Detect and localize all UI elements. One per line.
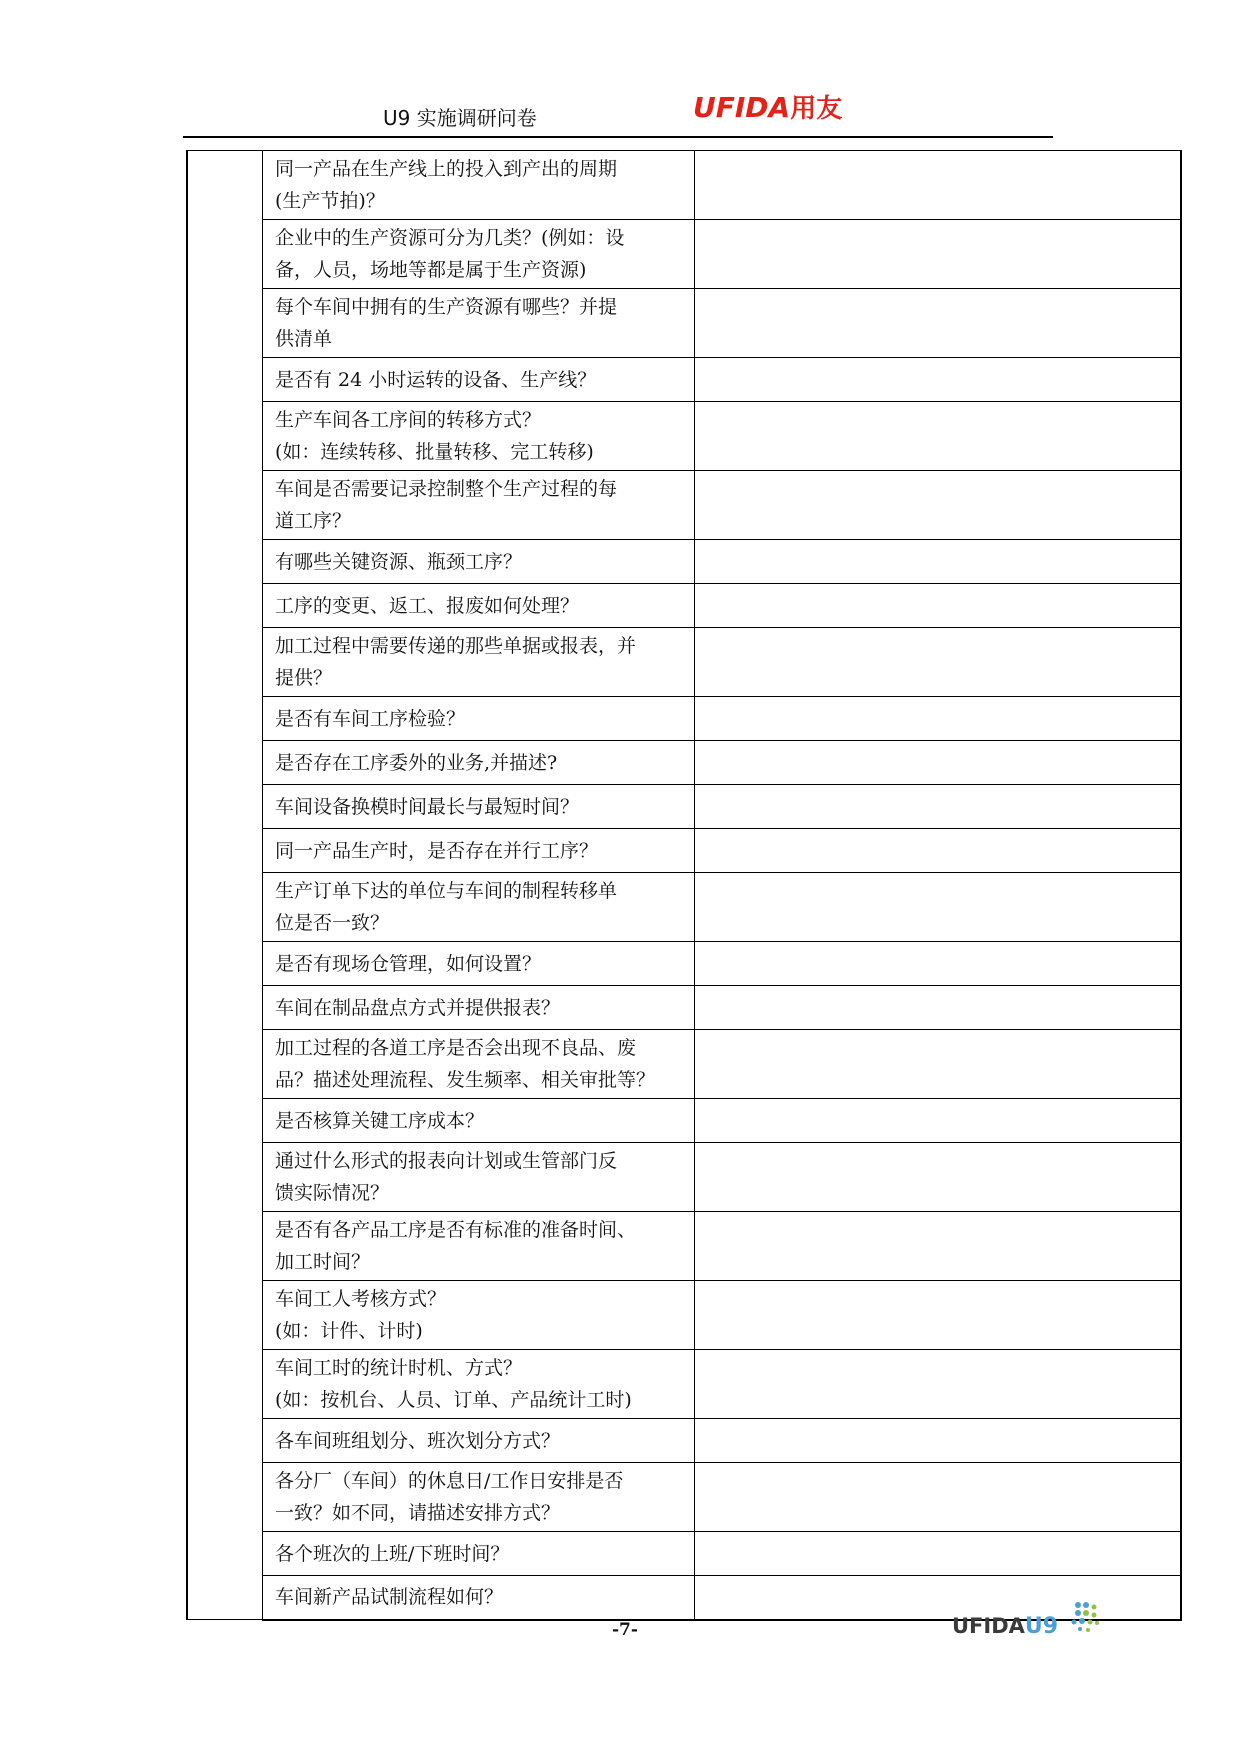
table-row bbox=[187, 402, 1181, 471]
table-row bbox=[187, 1350, 1181, 1419]
table-row bbox=[187, 1099, 1181, 1143]
question-cell bbox=[263, 741, 695, 785]
question-text: 各个班次的上班/下班时间？ bbox=[275, 1542, 510, 1565]
question-text: 加工过程中需要传递的那些单据或报表，并 bbox=[275, 635, 637, 657]
answer-cell[interactable] bbox=[695, 1143, 1182, 1212]
question-cell bbox=[263, 289, 695, 358]
table-row bbox=[187, 785, 1181, 829]
question-text: 是否有各产品工序是否有标准的准备时间、 bbox=[275, 1219, 637, 1241]
question-text: 车间设备换模时间最长与最短时间？ bbox=[275, 795, 580, 818]
answer-cell[interactable] bbox=[695, 471, 1182, 540]
answer-cell[interactable] bbox=[695, 358, 1182, 402]
table-row bbox=[187, 829, 1181, 873]
question-cell bbox=[263, 1350, 695, 1419]
question-text: 通过什么形式的报表向计划或生管部门反 bbox=[275, 1150, 618, 1172]
question-text: 是否有 24 小时运转的设备、生产线？ bbox=[275, 368, 597, 391]
question-text: 车间在制品盘点方式并提供报表？ bbox=[275, 996, 561, 1019]
answer-cell[interactable] bbox=[695, 741, 1182, 785]
table-row bbox=[187, 1463, 1181, 1532]
footer-logo-text bbox=[952, 1614, 1058, 1639]
answer-cell[interactable] bbox=[695, 942, 1182, 986]
table-row bbox=[187, 584, 1181, 628]
document-title: U9 实施调研问卷 bbox=[383, 106, 537, 130]
answer-cell[interactable] bbox=[695, 540, 1182, 584]
question-text: 是否存在工序委外的业务,并描述? bbox=[275, 751, 558, 774]
answer-cell[interactable] bbox=[695, 1281, 1182, 1350]
question-cell bbox=[263, 1281, 695, 1350]
table-row bbox=[187, 358, 1181, 402]
table-row bbox=[187, 1030, 1181, 1099]
answer-cell[interactable] bbox=[695, 1350, 1182, 1419]
question-text: 提供？ bbox=[275, 667, 333, 689]
question-text: 车间工人考核方式？ bbox=[275, 1288, 447, 1310]
question-text: 工序的变更、返工、报废如何处理？ bbox=[275, 594, 580, 617]
answer-cell[interactable] bbox=[695, 1463, 1182, 1532]
question-text: 各分厂（车间）的休息日/工作日安排是否 bbox=[275, 1470, 624, 1492]
question-text: 同一产品在生产线上的投入到产出的周期 bbox=[275, 158, 618, 180]
question-cell bbox=[263, 873, 695, 942]
question-cell bbox=[263, 697, 695, 741]
question-text: 企业中的生产资源可分为几类？(例如：设 bbox=[275, 227, 625, 249]
question-text: 同一产品生产时，是否存在并行工序？ bbox=[275, 839, 599, 862]
question-text: 加工过程的各道工序是否会出现不良品、废 bbox=[275, 1037, 637, 1059]
table-row bbox=[187, 220, 1181, 289]
answer-cell[interactable] bbox=[695, 697, 1182, 741]
question-text: 是否有车间工序检验？ bbox=[275, 707, 466, 730]
question-text: 是否有现场仓管理，如何设置？ bbox=[275, 952, 542, 975]
survey-table bbox=[186, 150, 1182, 1621]
category-cell bbox=[187, 151, 263, 1620]
table-row bbox=[187, 1143, 1181, 1212]
table-row bbox=[187, 1532, 1181, 1576]
question-cell bbox=[263, 402, 695, 471]
question-cell bbox=[263, 1576, 695, 1620]
question-text: 备，人员，场地等都是属于生产资源) bbox=[275, 259, 587, 281]
question-cell bbox=[263, 829, 695, 873]
question-cell bbox=[263, 942, 695, 986]
question-text: (如：按机台、人员、订单、产品统计工时) bbox=[275, 1389, 632, 1411]
table-row bbox=[187, 540, 1181, 584]
table-row bbox=[187, 942, 1181, 986]
table-row bbox=[187, 151, 1181, 220]
answer-cell[interactable] bbox=[695, 785, 1182, 829]
question-text: 生产车间各工序间的转移方式？ bbox=[275, 409, 542, 431]
answer-cell[interactable] bbox=[695, 986, 1182, 1030]
footer-logo-latin: UFIDA bbox=[952, 1614, 1025, 1638]
table-row bbox=[187, 741, 1181, 785]
dots-logo-icon bbox=[1070, 1600, 1102, 1634]
question-cell bbox=[263, 785, 695, 829]
question-text: 加工时间？ bbox=[275, 1251, 371, 1273]
question-text: 车间是否需要记录控制整个生产过程的每 bbox=[275, 478, 618, 500]
answer-cell[interactable] bbox=[695, 1532, 1182, 1576]
question-text: (如：计件、计时) bbox=[275, 1320, 423, 1342]
table-row bbox=[187, 471, 1181, 540]
question-cell bbox=[263, 220, 695, 289]
page-number: -7- bbox=[612, 1620, 638, 1640]
answer-cell[interactable] bbox=[695, 402, 1182, 471]
question-cell bbox=[263, 986, 695, 1030]
question-cell bbox=[263, 471, 695, 540]
answer-cell[interactable] bbox=[695, 1212, 1182, 1281]
question-cell bbox=[263, 1030, 695, 1099]
question-text: 是否核算关键工序成本？ bbox=[275, 1109, 485, 1132]
table-row bbox=[187, 1212, 1181, 1281]
answer-cell[interactable] bbox=[695, 151, 1182, 220]
question-cell bbox=[263, 1463, 695, 1532]
brand-logo-latin: UFIDA bbox=[693, 91, 791, 124]
question-text: 车间工时的统计时机、方式？ bbox=[275, 1357, 523, 1379]
footer-logo-product: U9 bbox=[1024, 1614, 1059, 1639]
table-row bbox=[187, 628, 1181, 697]
answer-cell[interactable] bbox=[695, 220, 1182, 289]
question-text: (如：连续转移、批量转移、完工转移) bbox=[275, 441, 594, 463]
question-text: 每个车间中拥有的生产资源有哪些？并提 bbox=[275, 296, 618, 318]
brand-logo-chinese: 用友 bbox=[790, 94, 843, 124]
answer-cell[interactable] bbox=[695, 584, 1182, 628]
survey-table-body bbox=[187, 151, 1181, 1620]
question-text: 品？描述处理流程、发生频率、相关审批等？ bbox=[275, 1069, 656, 1091]
question-cell bbox=[263, 1532, 695, 1576]
question-text: 车间新产品试制流程如何？ bbox=[275, 1586, 504, 1609]
table-row bbox=[187, 697, 1181, 741]
answer-cell[interactable] bbox=[695, 1419, 1182, 1463]
question-cell bbox=[263, 358, 695, 402]
answer-cell[interactable] bbox=[695, 628, 1182, 697]
question-text: 馈实际情况？ bbox=[275, 1182, 390, 1204]
question-text: (生产节拍)？ bbox=[275, 190, 385, 212]
table-row bbox=[187, 986, 1181, 1030]
answer-cell[interactable] bbox=[695, 1576, 1182, 1620]
question-cell bbox=[263, 628, 695, 697]
question-cell bbox=[263, 1212, 695, 1281]
table-row bbox=[187, 1281, 1181, 1350]
question-text: 道工序？ bbox=[275, 510, 352, 532]
question-text: 供清单 bbox=[275, 328, 333, 350]
question-cell bbox=[263, 1099, 695, 1143]
answer-cell[interactable] bbox=[695, 1099, 1182, 1143]
question-cell bbox=[263, 584, 695, 628]
answer-cell[interactable] bbox=[695, 829, 1182, 873]
table-row bbox=[187, 289, 1181, 358]
answer-cell[interactable] bbox=[695, 873, 1182, 942]
ufida-brand-logo bbox=[693, 88, 842, 125]
question-cell bbox=[263, 1143, 695, 1212]
question-text: 生产订单下达的单位与车间的制程转移单 bbox=[275, 880, 618, 902]
question-text: 一致？如不同，请描述安排方式？ bbox=[275, 1502, 561, 1524]
question-cell bbox=[263, 1419, 695, 1463]
answer-cell[interactable] bbox=[695, 1030, 1182, 1099]
question-text: 有哪些关键资源、瓶颈工序？ bbox=[275, 550, 523, 573]
question-text: 各车间班组划分、班次划分方式？ bbox=[275, 1429, 561, 1452]
table-row bbox=[187, 873, 1181, 942]
question-cell bbox=[263, 540, 695, 584]
page-header bbox=[183, 84, 1053, 138]
ufida-u9-footer-logo bbox=[952, 1600, 1102, 1640]
answer-cell[interactable] bbox=[695, 289, 1182, 358]
table-row bbox=[187, 1419, 1181, 1463]
question-cell bbox=[263, 151, 695, 220]
question-text: 位是否一致？ bbox=[275, 912, 390, 934]
